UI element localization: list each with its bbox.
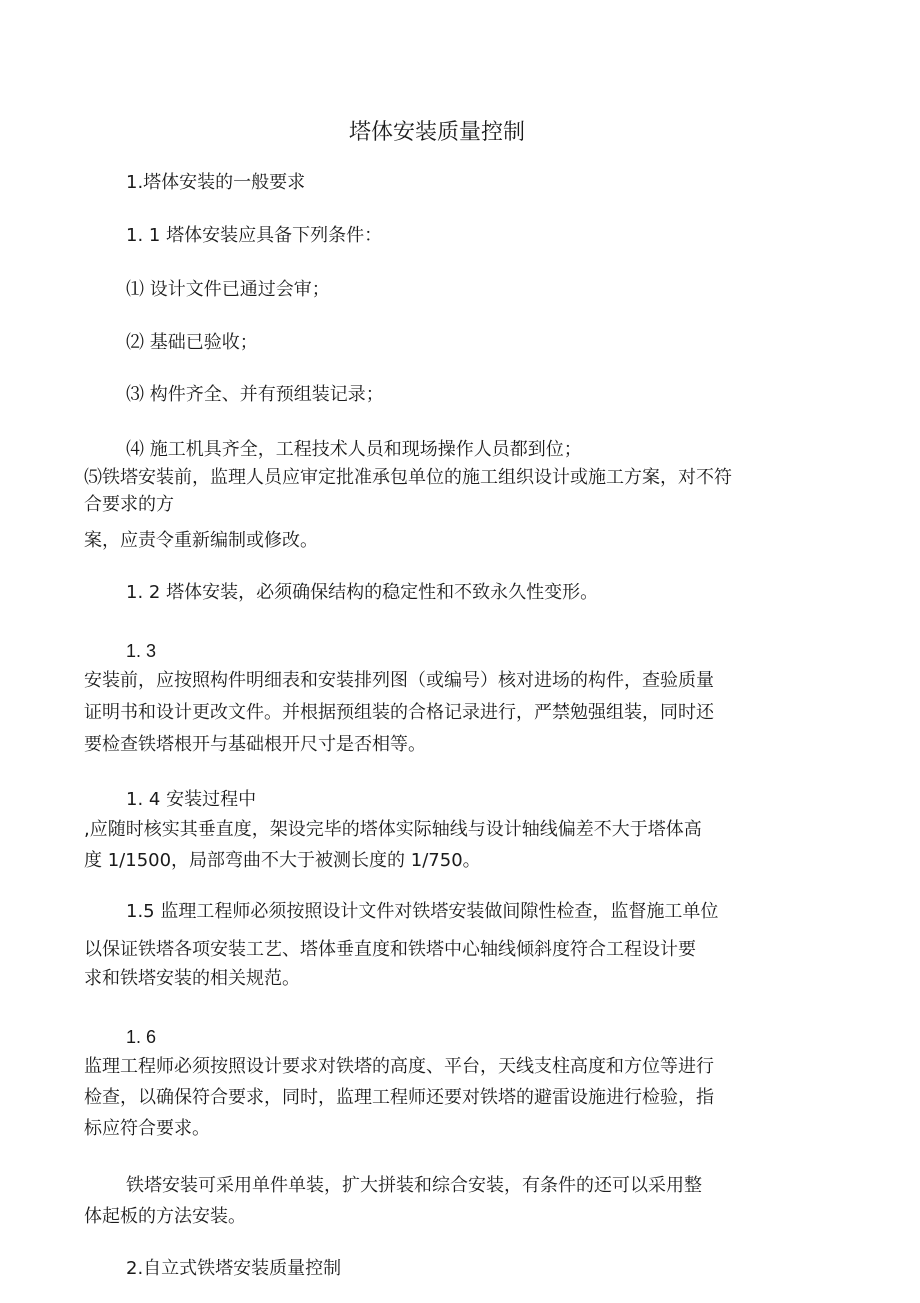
paragraph-1-4-line-2: 度 1/1500，局部弯曲不大于被测长度的 1/750。 (84, 850, 481, 871)
paragraph-1-4-line-1: ,应随时核实其垂直度，架设完毕的塔体实际轴线与设计轴线偏差不大于塔体高 (84, 819, 702, 840)
paragraph-1-2: 1. 2 塔体安装，必须确保结构的稳定性和不致永久性变形。 (126, 582, 599, 603)
paragraph-1-3-line-1: 安装前，应按照构件明细表和安装排列图（或编号）核对进场的构件，查验质量 (84, 670, 714, 691)
paragraph-1-4-number: 1. 4 安装过程中 (126, 789, 257, 810)
paragraph-1-6-line-3: 标应符合要求。 (84, 1118, 210, 1139)
paragraph-1-5-line-1: 1.5 监理工程师必须按照设计文件对铁塔安装做间隙性检查，监督施工单位 (126, 901, 719, 922)
paragraph-1-5-line-2: 以保证铁塔各项安装工艺、塔体垂直度和铁塔中心轴线倾斜度符合工程设计要 (84, 939, 696, 960)
paragraph-1-3-line-2: 证明书和设计更改文件。并根据预组装的合格记录进行，严禁勉强组装，同时还 (84, 702, 714, 723)
list-item-5-line-1: ⑸铁塔安装前，监理人员应审定批准承包单位的施工组织设计或施工方案，对不符 (84, 467, 732, 488)
section-2-heading: 2.自立式铁塔安装质量控制 (126, 1258, 342, 1279)
section-1-heading: 1.塔体安装的一般要求 (126, 172, 306, 193)
list-item-2: ⑵ 基础已验收； (126, 332, 258, 353)
paragraph-1-3-line-3: 要检查铁塔根开与基础根开尺寸是否相等。 (84, 734, 426, 755)
paragraph-1-5-line-3: 求和铁塔安装的相关规范。 (84, 968, 300, 989)
paragraph-method-line-1: 铁塔安装可采用单件单装，扩大拼装和综合安装，有条件的还可以采用整 (126, 1175, 702, 1196)
paragraph-1-3-number: 1. 3 (126, 641, 157, 661)
list-item-5-line-3: 案，应责令重新编制或修改。 (84, 530, 318, 551)
paragraph-1-6-number: 1. 6 (126, 1027, 157, 1047)
list-item-4: ⑷ 施工机具齐全，工程技术人员和现场操作人员都到位； (126, 439, 582, 460)
list-item-1: ⑴ 设计文件已通过会审； (126, 279, 330, 300)
paragraph-method-line-2: 体起板的方法安装。 (84, 1206, 246, 1227)
list-item-5-line-2: 合要求的方 (84, 494, 174, 515)
paragraph-1-1: 1. 1 塔体安装应具备下列条件： (126, 225, 383, 246)
paragraph-1-6-line-2: 检查，以确保符合要求，同时，监理工程师还要对铁塔的避雷设施进行检验，指 (84, 1087, 714, 1108)
document-title: 塔体安装质量控制 (349, 120, 526, 145)
list-item-3: ⑶ 构件齐全、并有预组装记录； (126, 384, 384, 405)
paragraph-1-6-line-1: 监理工程师必须按照设计要求对铁塔的高度、平台，天线支柱高度和方位等进行 (84, 1056, 714, 1077)
